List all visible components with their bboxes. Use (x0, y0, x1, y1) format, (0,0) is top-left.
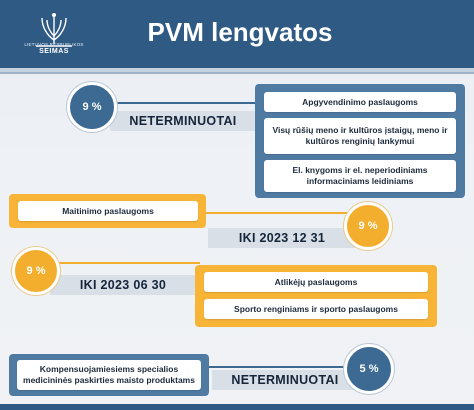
section4-connector (209, 366, 359, 368)
page-title: PVM lengvatos (147, 17, 333, 47)
logo-caption-line2: SEIMAS (39, 48, 69, 55)
section2-connector (206, 212, 356, 214)
section1-period-band (110, 111, 256, 131)
section1-item-0: Apgyvendinimo paslaugoms (264, 92, 456, 112)
section3-item-1: Sporto renginiams ir sporto paslaugoms (204, 299, 428, 319)
header-divider-thin (0, 72, 474, 74)
section3-connector (50, 262, 200, 264)
section2-rate: 9 % (358, 220, 378, 232)
section1-connector (110, 102, 260, 104)
section2-item-0: Maitinimo paslaugoms (18, 201, 198, 221)
section1-period: NETERMINUOTAI (129, 114, 237, 128)
section2-rate-badge (344, 202, 392, 250)
section3-rate-badge (12, 247, 60, 295)
section4-period: NETERMINUOTAI (231, 373, 339, 387)
section3-rate: 9 % (26, 265, 46, 277)
section4-period-band (212, 370, 358, 390)
section3-period: IKI 2023 06 30 (79, 278, 167, 292)
section3-period-band (50, 275, 196, 295)
section1-rate: 9 % (82, 101, 102, 113)
section3-item-0: Atlikėjų paslaugoms (204, 272, 428, 292)
section2-period-band (208, 228, 356, 248)
section2-period: IKI 2023 12 31 (238, 231, 326, 245)
section1-item-2: El. knygoms ir el. neperiodiniams informaciniams leidiniams (264, 160, 456, 192)
section4-rate-badge (344, 344, 394, 394)
section1-item-1: Visų rūšių meno ir kultūros įstaigų, meno ir kultūros renginių lankymui (264, 118, 456, 154)
section1-rate-badge (67, 82, 117, 132)
logo-caption-line1: LIETUVOS RESPUBLIKOS (24, 42, 84, 47)
section4-item-0: Kompensuojamiesiems specialios medicininės paskirties maisto produktams (17, 360, 201, 390)
footer-bar (0, 404, 474, 410)
section4-rate: 5 % (359, 363, 379, 375)
